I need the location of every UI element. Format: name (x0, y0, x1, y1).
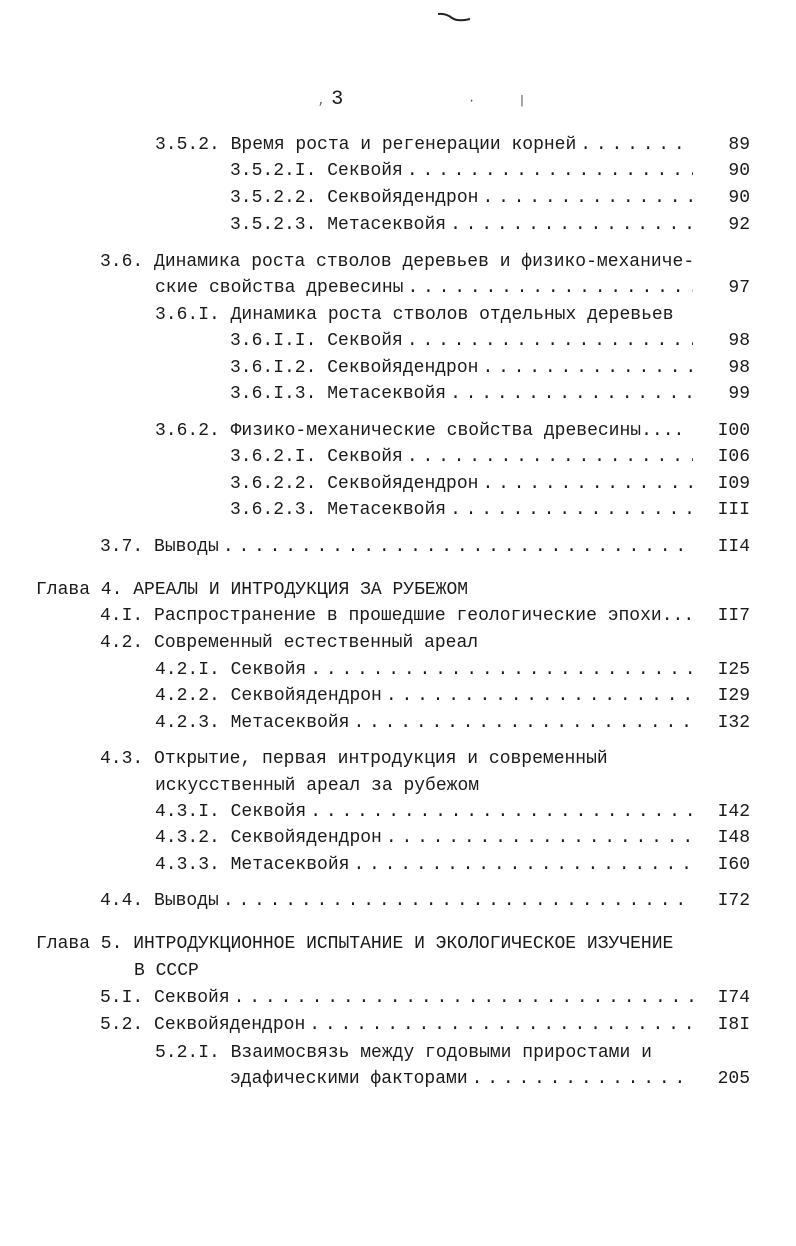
toc-page: 92 (728, 215, 750, 235)
toc-entry: 3.6.I.2. Секвойядендрон . . . (230, 355, 695, 381)
toc-entry-continuation: искусственный ареал за рубежом (155, 776, 480, 796)
toc-entry: 3.5.2.2. Секвойядендрон . . . (230, 185, 695, 211)
toc-entry: 5.I. Секвойя . . . (100, 985, 695, 1011)
toc-entry-continuation: эдафическими факторами . . . (230, 1066, 695, 1092)
toc-page: I09 (717, 474, 750, 494)
toc-entry-continuation: ские свойства древесины . . . (155, 275, 695, 301)
toc-page: I8I (717, 1015, 750, 1035)
page-number: , 3 · | (318, 88, 526, 111)
scan-mark-icon (436, 10, 472, 24)
toc-page: I42 (717, 802, 750, 822)
toc-page: 205 (717, 1069, 750, 1089)
toc-entry: 3.6.I.I. Секвойя . . . (230, 328, 695, 354)
toc-entry: 3.6.2.2. Секвойядендрон . . . (230, 471, 695, 497)
toc-entry: 4.2. Современный естественный ареал (100, 633, 479, 653)
toc-entry: 3.5.2.I. Секвойя . . . (230, 158, 695, 184)
toc-page: II4 (717, 537, 750, 557)
chapter-heading: Глава 5. ИНТРОДУКЦИОННОЕ ИСПЫТАНИЕ И ЭКОЛОГИЧЕСКОЕ ИЗУЧЕНИЕ (36, 934, 674, 954)
toc-page: I00 (717, 421, 750, 441)
toc-entry: 3.6.I. Динамика роста стволов отдельных деревьев (155, 305, 674, 325)
toc-entry: 3.6. Динамика роста стволов деревьев и физико-механиче- (100, 252, 695, 272)
toc-page: 99 (728, 384, 750, 404)
toc-page: 90 (728, 161, 750, 181)
toc-entry: 3.6.2.3. Метасеквойя . . . (230, 497, 695, 523)
toc-page: III (717, 500, 750, 520)
toc-page: I32 (717, 713, 750, 733)
toc-page: I48 (717, 828, 750, 848)
toc-entry: 4.I. Распространение в прошедшие геологические эпохи... (100, 606, 695, 626)
page-number-value: 3 (331, 88, 344, 111)
chapter-heading-continuation: В СССР (134, 961, 199, 981)
toc-page: I60 (717, 855, 750, 875)
toc-entry: 3.6.I.3. Метасеквойя . . . (230, 381, 695, 407)
toc-page: 89 (728, 135, 750, 155)
toc-entry: 4.2.3. Метасеквойя . . . (155, 710, 695, 736)
toc-page: I25 (717, 660, 750, 680)
toc-page: I74 (717, 988, 750, 1008)
toc-entry: 4.3.2. Секвойядендрон . . . (155, 825, 695, 851)
toc-page: 98 (728, 358, 750, 378)
toc-entry: 4.3.I. Секвойя . . . (155, 799, 695, 825)
toc-entry: 3.7. Выводы . . . (100, 534, 695, 560)
toc-entry: 3.5.2.3. Метасеквойя . . . (230, 212, 695, 238)
toc-entry: 3.6.2.I. Секвойя . . . (230, 444, 695, 470)
toc-page: I29 (717, 686, 750, 706)
toc-entry: 4.2.2. Секвойядендрон . . . (155, 683, 695, 709)
toc-page: 98 (728, 331, 750, 351)
toc-page: 97 (728, 278, 750, 298)
toc-entry: 3.6.2. Физико-механические свойства древесины.... (155, 421, 685, 441)
toc-page: I72 (717, 891, 750, 911)
toc-page: 90 (728, 188, 750, 208)
toc-entry: 4.4. Выводы . . . (100, 888, 695, 914)
toc-entry: 4.3. Открытие, первая интродукция и современный (100, 749, 608, 769)
toc-entry: 4.3.3. Метасеквойя . . . (155, 852, 695, 878)
chapter-heading: Глава 4. АРЕАЛЫ И ИНТРОДУКЦИЯ ЗА РУБЕЖОМ (36, 580, 469, 600)
toc-entry: 5.2.I. Взаимосвязь между годовыми приростами и (155, 1043, 652, 1063)
toc-page: I06 (717, 447, 750, 467)
toc-entry: 5.2. Секвойядендрон . . . (100, 1012, 695, 1038)
toc-entry: 3.5.2. Время роста и регенерации корней . . . (155, 132, 695, 158)
toc-page: II7 (717, 606, 750, 626)
toc-entry: 4.2.I. Секвойя . . . (155, 657, 695, 683)
